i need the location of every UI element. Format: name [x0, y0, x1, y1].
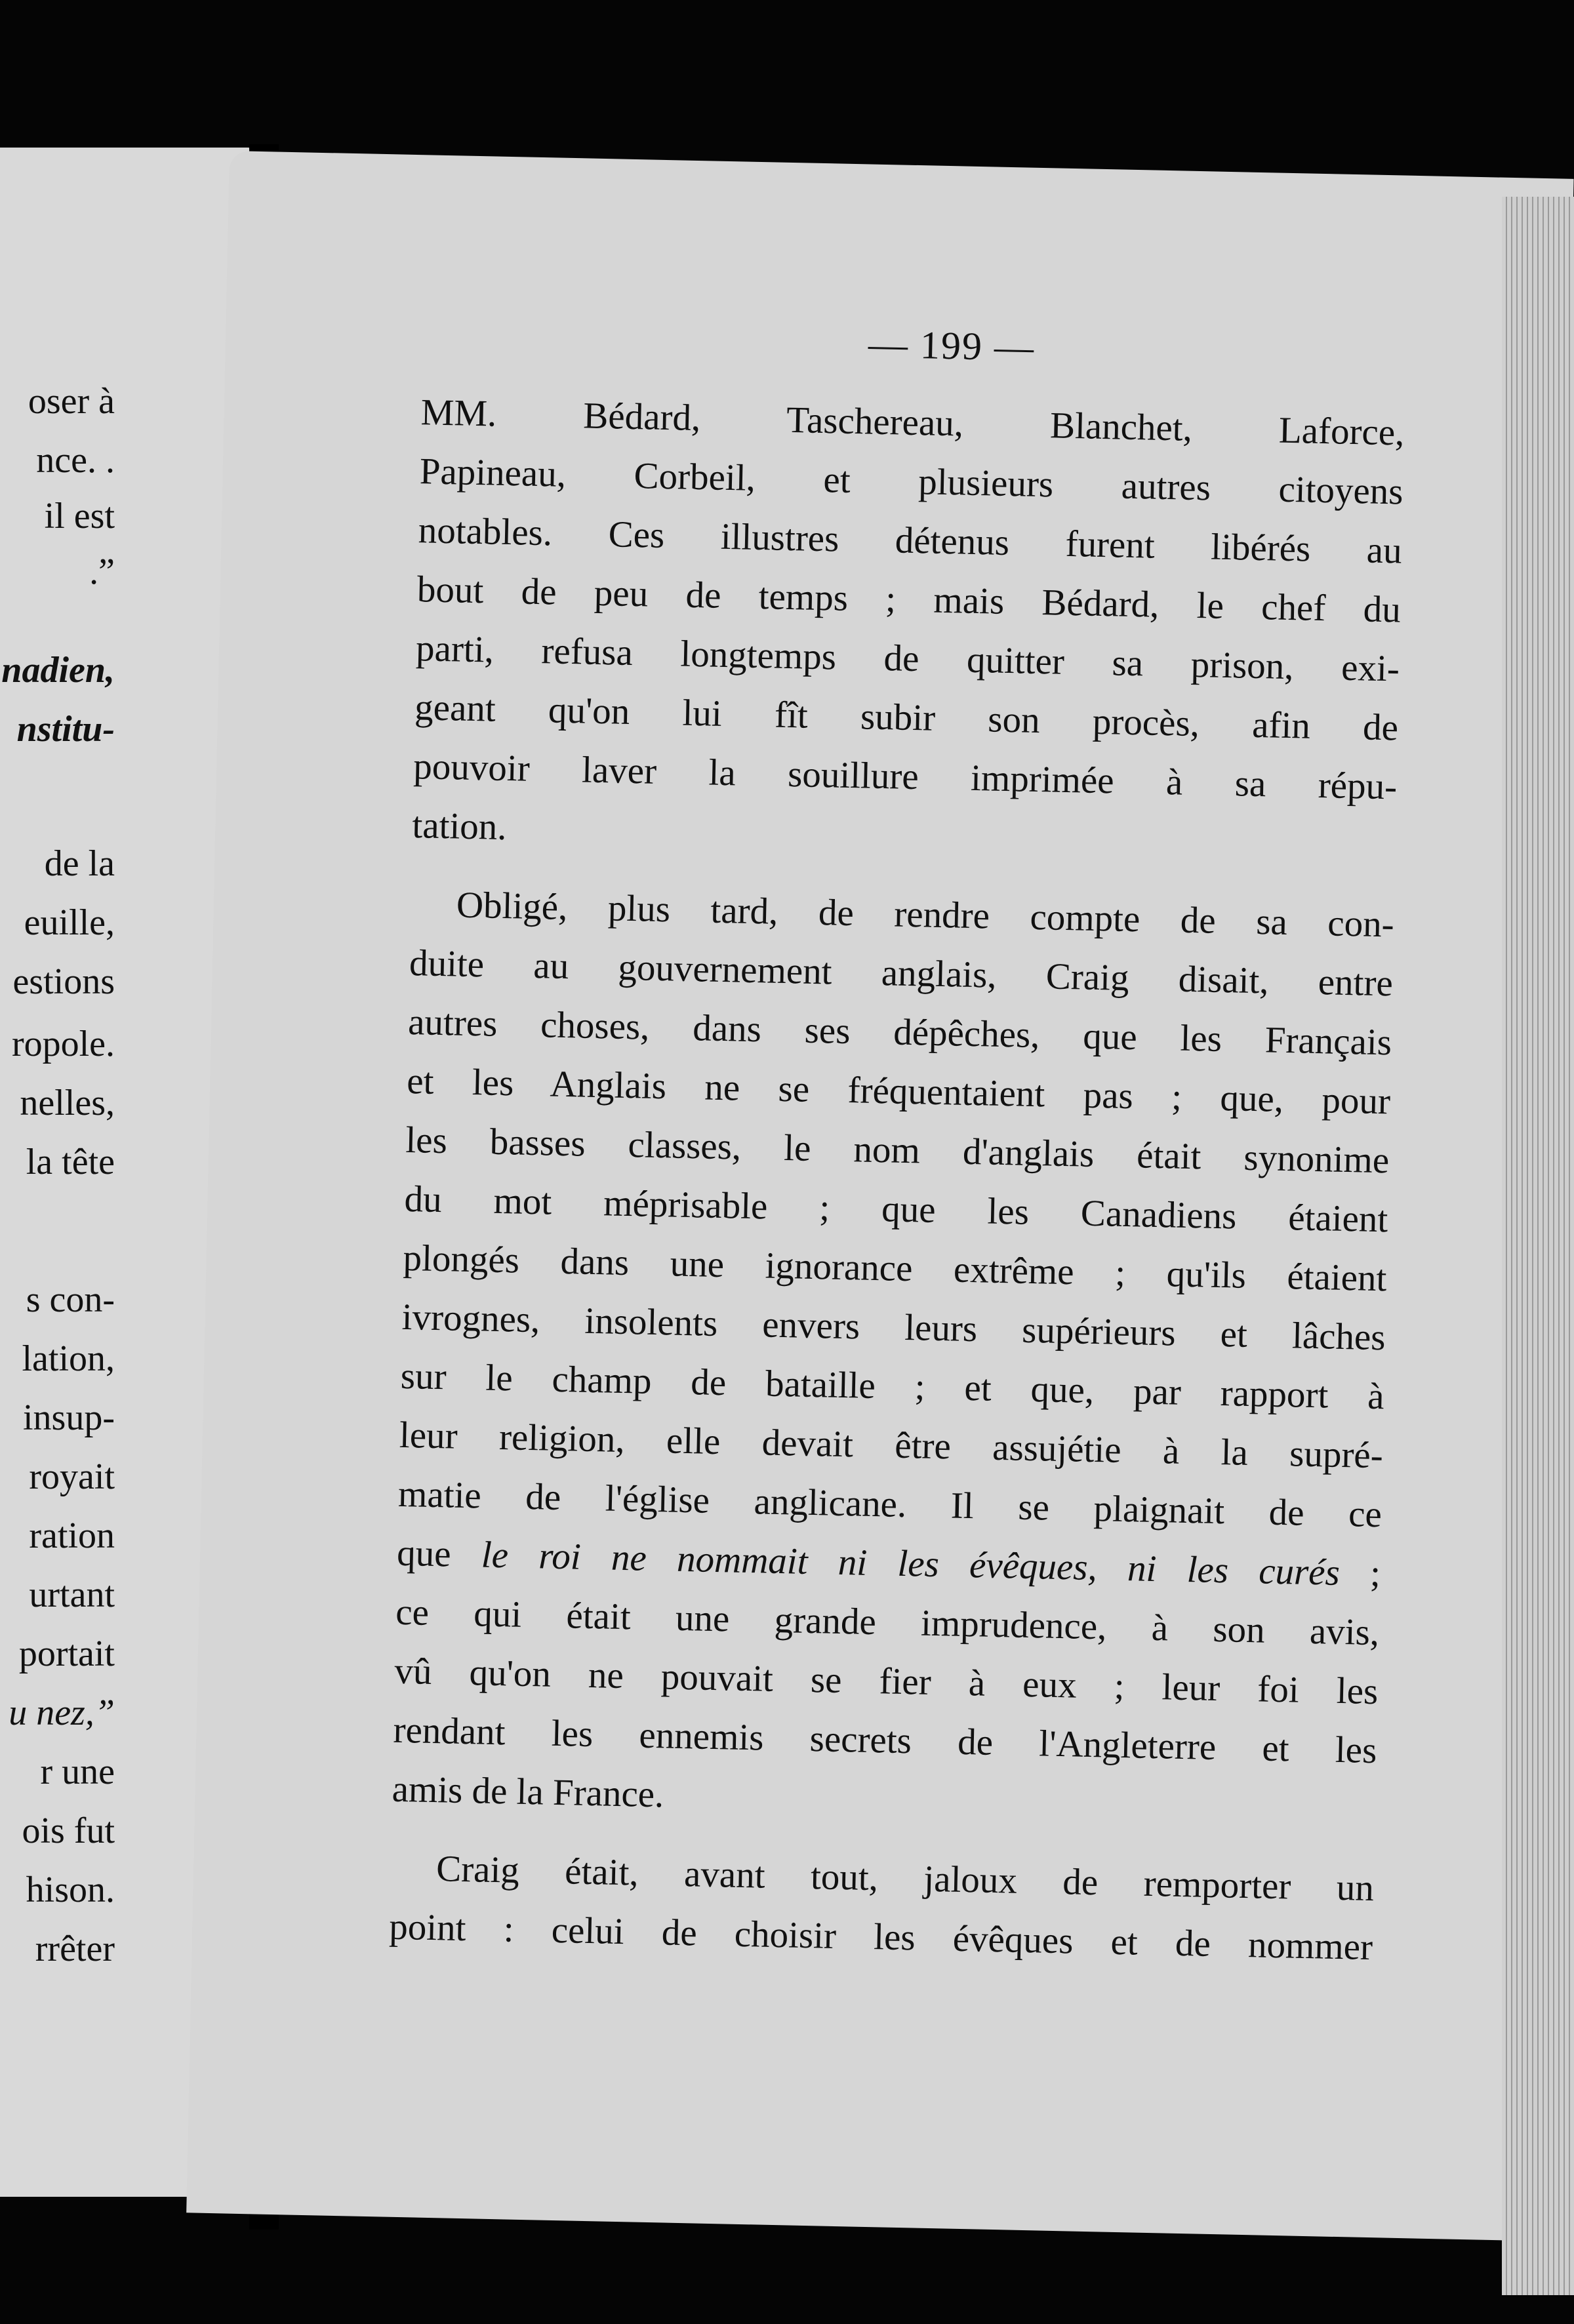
left-page-line: s con-	[26, 1279, 115, 1320]
text-line: parti, refusa longtemps de quitter sa prison, exi-	[415, 628, 1400, 690]
text-line: autres choses, dans ses dépêches, que les Français	[407, 1001, 1392, 1064]
left-page-line: rrêter	[35, 1929, 115, 1969]
text-line: les basses classes, le nom d'anglais était synonime	[405, 1119, 1390, 1182]
text-line: bout de peu de temps ; mais Bédard, le chef du	[416, 569, 1402, 631]
left-page-line: ois fut	[22, 1811, 115, 1851]
left-page-line: nce. .	[36, 440, 115, 481]
text-line: Papineau, Corbeil, et plusieurs autres citoyens	[419, 451, 1404, 513]
left-page-line: nstitu-	[16, 709, 115, 750]
text-line: sur le champ de bataille ; et que, par rapport à	[400, 1355, 1385, 1418]
text-line: ce qui était une grande imprudence, à son avis,	[395, 1591, 1380, 1654]
left-page-line: ropole.	[11, 1024, 115, 1064]
right-page	[186, 151, 1573, 2241]
left-page-line: nadien,	[1, 650, 115, 691]
text-line: rendant les ennemis secrets de l'Angleterre et les	[392, 1709, 1377, 1772]
left-page-line: lation,	[22, 1338, 115, 1379]
left-page-line: u nez,”	[9, 1693, 115, 1733]
text-line: matie de l'église anglicane. Il se plaignait de ce	[397, 1473, 1382, 1536]
left-page-line: de la	[44, 843, 115, 884]
left-page-line: il est	[44, 496, 115, 536]
left-page-line: urtant	[29, 1574, 115, 1615]
left-page-line: nelles,	[20, 1083, 115, 1123]
left-page-line: .”	[89, 551, 115, 592]
text-line: Obligé, plus tard, de rendre compte de sa con-	[456, 884, 1395, 946]
left-page-line: hison.	[26, 1870, 115, 1910]
text-line: ivrognes, insolents envers leurs supérieurs et lâches	[401, 1296, 1386, 1359]
text-line: geant qu'on lui fît subir son procès, afin de	[414, 687, 1399, 749]
text-line: Craig était, avant tout, jaloux de remporter un	[435, 1848, 1375, 1910]
text-line: tation.	[411, 805, 508, 849]
page-edges	[1502, 197, 1574, 2295]
left-page-line: ration	[29, 1515, 115, 1556]
left-page-line: r une	[40, 1752, 115, 1792]
left-page-line: portait	[18, 1633, 115, 1674]
text-line: leur religion, elle devait être assujétie à la supré-	[399, 1414, 1384, 1477]
text-line-italic	[397, 1532, 1381, 1595]
text-line: amis de la France.	[392, 1768, 664, 1816]
text-line: notables. Ces illustres détenus furent libérés au	[418, 510, 1403, 572]
text-line: du mot méprisable ; que les Canadiens étaient	[403, 1178, 1388, 1241]
italic-quote: le roi ne nommait ni les évêques, ni les curés	[481, 1534, 1341, 1593]
left-page-line: royait	[29, 1456, 115, 1497]
left-page-line: estions	[12, 961, 115, 1002]
text-line: et les Anglais ne se fréquentaient pas ; que, pour	[406, 1060, 1391, 1123]
left-page-line: oser à	[28, 381, 115, 422]
text-line: pouvoir laver la souillure imprimée à sa répu-	[413, 746, 1398, 808]
left-page-line: euille,	[24, 902, 115, 943]
text-line: vû qu'on ne pouvait se fier à eux ; leur foi les	[394, 1650, 1379, 1713]
page-number: — 199 —	[868, 322, 1036, 369]
left-page-line: la tête	[26, 1142, 115, 1182]
text-line: duite au gouvernement anglais, Craig disait, entre	[409, 942, 1394, 1005]
text-line: point : celui de choisir les évêques et de nommer	[388, 1906, 1373, 1969]
text-suffix: ;	[1339, 1552, 1381, 1595]
text-prefix: que	[396, 1532, 482, 1576]
text-line: MM. Bédard, Taschereau, Blanchet, Laforce,	[420, 391, 1405, 454]
text-line: plongés dans une ignorance extrême ; qu'ils étaient	[403, 1237, 1388, 1300]
left-page-line: insup-	[23, 1397, 115, 1438]
